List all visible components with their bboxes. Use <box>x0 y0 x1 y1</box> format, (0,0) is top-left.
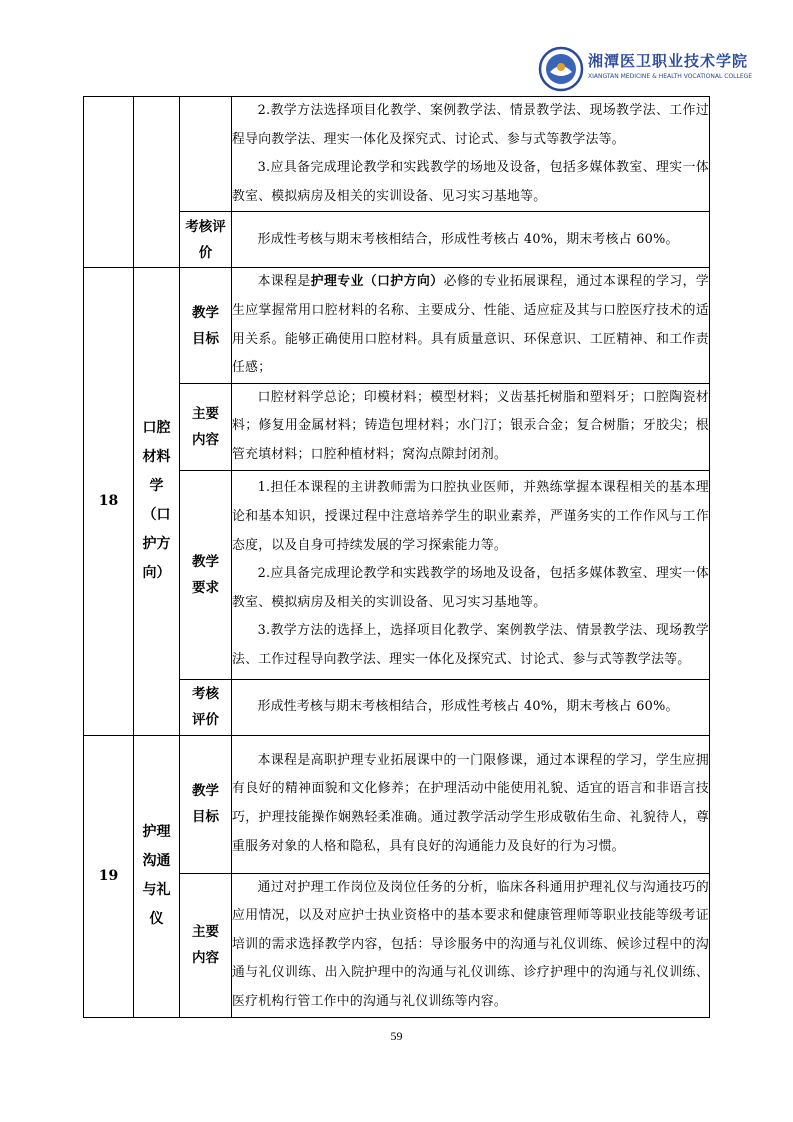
course-name: 口腔材料学（口护方向） <box>134 268 180 735</box>
course-number: 19 <box>84 735 134 1017</box>
logo-chinese-name: 湘潭医卫职业技术学院 <box>588 52 749 70</box>
college-emblem-icon <box>538 46 584 92</box>
assessment-cell: 形成性考核与期末考核相结合，形成性考核占 40%，期末考核占 60%。 <box>232 679 710 735</box>
goal-label: 教学目标 <box>180 268 232 383</box>
goal-cell <box>232 268 710 383</box>
assessment-label: 考核评价 <box>180 679 232 735</box>
prev-requirement-item: 2.教学方法选择项目化教学、案例教学法、情景教学法、现场教学法、工作过程导向教学法、理实一体化及探究式、讨论式、参与式等教学法等。 <box>232 103 709 147</box>
name-cell-prev <box>134 97 180 268</box>
content-label: 主要内容 <box>180 383 232 470</box>
prev-requirement-item: 3.应具备完成理论教学和实践教学的场地及设备，包括多媒体教室、理实一体教室、模拟病房及相关的实训设备、见习实习基地等。 <box>232 160 709 204</box>
requirement-item: 1.担任本课程的主讲教师需为口腔执业医师，并熟练掌握本课程相关的基本理论和基本知识，授课过程中注意培养学生的职业素养，严谨务实的工作作风与工作态度，以及自身可持续发展的学习探索能力等。 <box>232 480 709 553</box>
goal-label: 教学目标 <box>180 735 232 873</box>
table-row <box>84 735 710 873</box>
page-number: 59 <box>390 1029 403 1043</box>
requirements-label: 教学要求 <box>180 470 232 679</box>
prev-assessment-cell: 形成性考核与期末考核相结合，形成性考核占 40%，期末考核占 60%。 <box>232 212 710 268</box>
requirement-item: 3.教学方法的选择上，选择项目化教学、案例教学法、情景教学法、现场教学法、工作过程导向教学法、理实一体化及探究式、讨论式、参与式等教学法等。 <box>232 623 709 668</box>
content-cell: 通过对护理工作岗位及岗位任务的分析，临床各科通用护理礼仪与沟通技巧的应用情况，以及对应护士执业资格中的基本要求和健康管理师等职业技能等级考证培训的需求选择教学内容，包括：导诊服务中的沟通与礼仪训练、候诊过程中的沟通与礼仪训练、出入院护理中的沟通与礼仪训练、诊疗护理中的沟通与礼仪训练、医疗机构行管工作中的沟通与礼仪训练等内容。 <box>232 873 710 1017</box>
table-row <box>84 268 710 383</box>
requirements-cell <box>232 470 710 679</box>
goal-cell: 本课程是高职护理专业拓展课中的一门限修课，通过本课程的学习，学生应拥有良好的精神面貌和文化修养；在护理活动中能使用礼貌、适宜的语言和非语言技巧，护理技能操作娴熟轻柔准确。通过教学活动学生形成敬佑生命、礼貌待人，尊重服务对象的人格和隐私，具有良好的沟通能力及良好的行为习惯。 <box>232 735 710 873</box>
prev-requirements-cell <box>232 97 710 212</box>
goal-text: 本课程是护理专业（口护方向）必修的专业拓展课程，通过本课程的学习，学生应掌握常用口腔材料的名称、主要成分、性能、适应症及其与口腔医疗技术的适用关系。能够正确使用口腔材料。具有质量意识、环保意识、工匠精神、和工作责任感； <box>232 274 710 376</box>
number-cell-prev <box>84 97 134 268</box>
content-cell: 口腔材料学总论；印模材料；模型材料；义齿基托树脂和塑料牙；口腔陶瓷材料；修复用金属材料；铸造包埋材料；水门汀；银汞合金；复合树脂；牙胶尖；根管充填材料；口腔种植材料；窝沟点隙封闭剂。 <box>232 383 710 470</box>
label-cell-prev-req <box>180 97 232 212</box>
requirement-item: 2.应具备完成理论教学和实践教学的场地及设备，包括多媒体教室、理实一体教室、模拟病房及相关的实训设备、见习实习基地等。 <box>232 566 709 610</box>
assessment-label: 考核评价 <box>180 212 232 268</box>
content-label: 主要内容 <box>180 873 232 1017</box>
college-logo <box>538 46 768 92</box>
logo-english-name: XIANGTAN MEDICINE & HEALTH VOCATIONAL COLLEGE <box>588 73 753 80</box>
course-name: 护理沟通与礼仪 <box>134 735 180 1017</box>
table-row <box>84 97 710 212</box>
course-table <box>83 96 710 1018</box>
course-number: 18 <box>84 268 134 735</box>
